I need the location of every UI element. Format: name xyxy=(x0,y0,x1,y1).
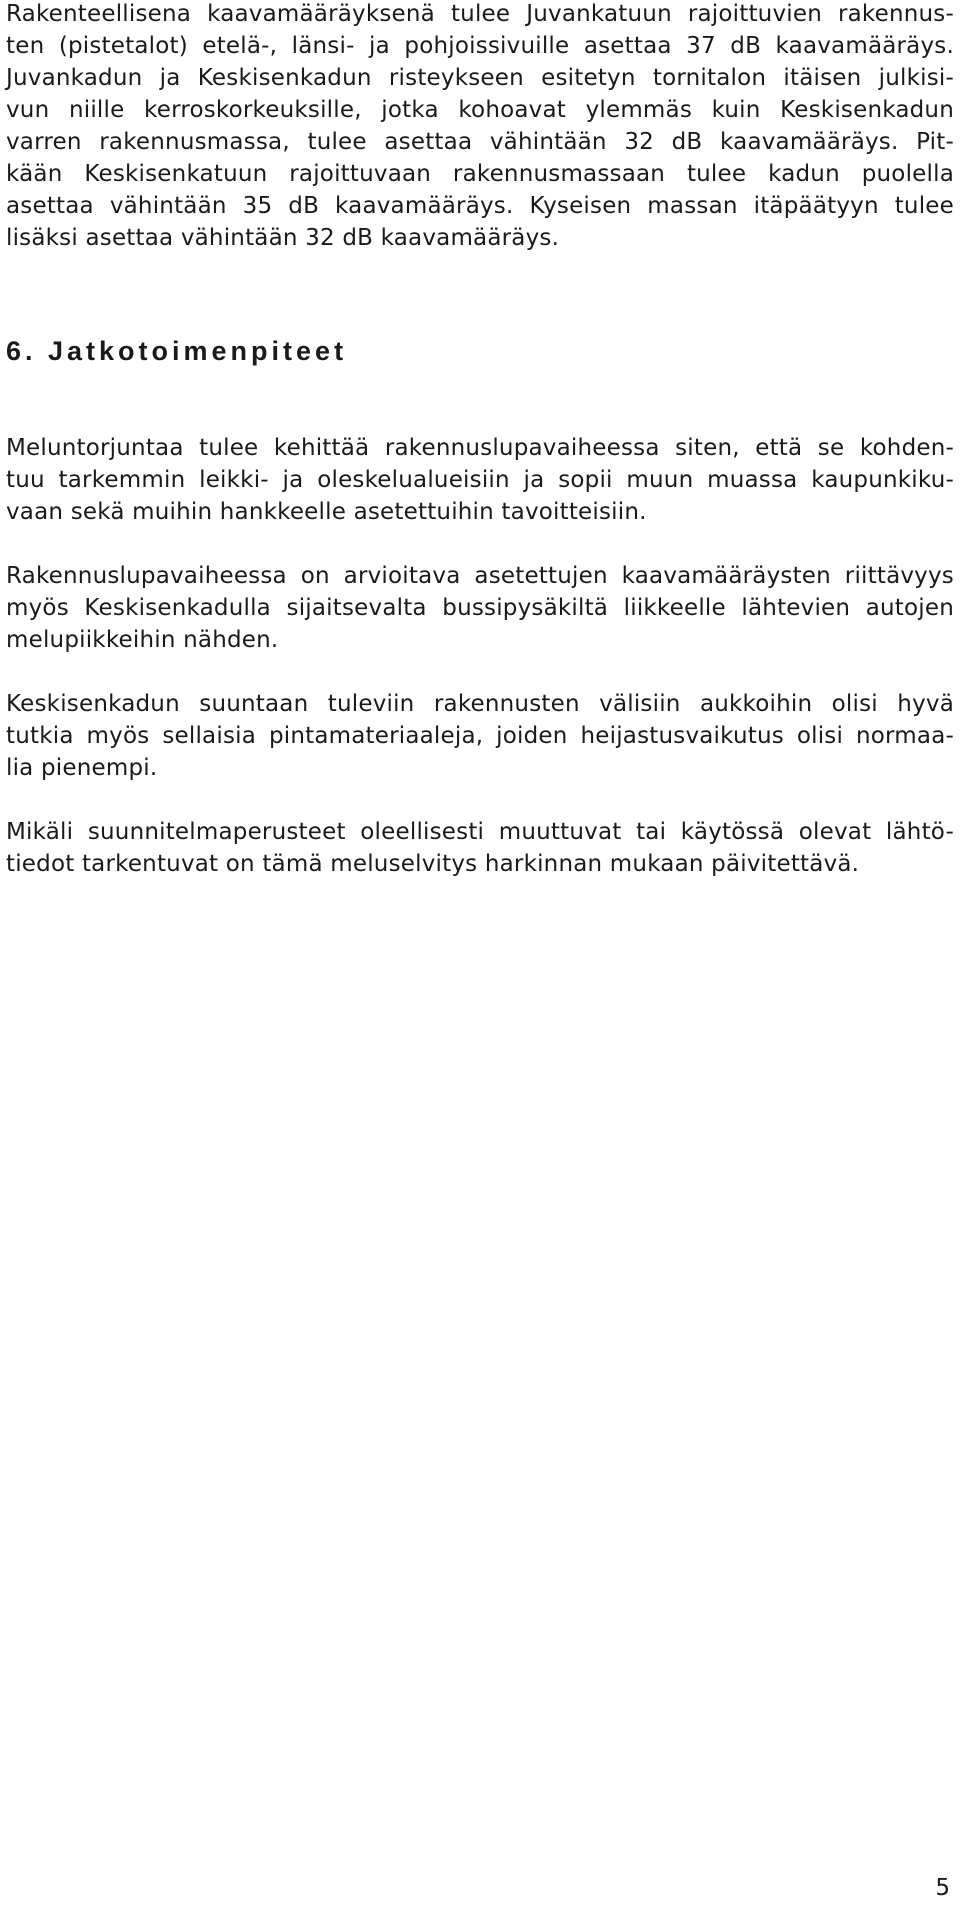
text-line: Rakennuslupavaiheessa on arvioitava asetettujen kaavamääräysten riittävyys xyxy=(6,563,954,589)
text-line: asettaa vähintään 35 dB kaavamääräys. Kyseisen massan itäpäätyyn tulee xyxy=(6,193,954,219)
section-heading: 6. Jatkotoimenpiteet xyxy=(6,336,348,366)
text-line: lisäksi asettaa vähintään 32 dB kaavamääräys. xyxy=(6,225,560,251)
text-line: tuu tarkemmin leikki- ja oleskelualueisiin ja sopii muun muassa kaupunkiku- xyxy=(6,467,954,493)
page-number: 5 xyxy=(935,1875,950,1901)
text-line: Meluntorjuntaa tulee kehittää rakennuslupavaiheessa siten, että se kohden- xyxy=(6,435,954,461)
text-line: Juvankadun ja Keskisenkadun risteykseen esitetyn tornitalon itäisen julkisi- xyxy=(6,65,954,91)
text-line: ten (pistetalot) etelä-, länsi- ja pohjoissivuille asettaa 37 dB kaavamääräys. xyxy=(6,33,954,59)
text-line: varren rakennusmassa, tulee asettaa vähintään 32 dB kaavamääräys. Pit- xyxy=(6,129,954,155)
text-line: melupiikkeihin nähden. xyxy=(6,627,279,653)
text-line: vaan sekä muihin hankkeelle asetettuihin tavoitteisiin. xyxy=(6,499,647,525)
text-line: Rakenteellisena kaavamääräyksenä tulee Juvankatuun rajoittuvien rakennus- xyxy=(6,1,954,27)
text-line: kään Keskisenkatuun rajoittuvaan rakennusmassaan tulee kadun puolella xyxy=(6,161,954,187)
text-line: Mikäli suunnitelmaperusteet oleellisesti muuttuvat tai käytössä olevat lähtö- xyxy=(6,819,954,845)
text-line: lia pienempi. xyxy=(6,755,158,781)
text-line: Keskisenkadun suuntaan tuleviin rakennusten välisiin aukkoihin olisi hyvä xyxy=(6,691,954,717)
text-line: myös Keskisenkadulla sijaitsevalta bussipysäkiltä liikkeelle lähtevien autojen xyxy=(6,595,954,621)
text-line: tutkia myös sellaisia pintamateriaaleja, joiden heijastusvaikutus olisi normaa- xyxy=(6,723,954,749)
text-line: tiedot tarkentuvat on tämä meluselvitys harkinnan mukaan päivitettävä. xyxy=(6,851,860,877)
text-line: vun niille kerroskorkeuksille, jotka kohoavat ylemmäs kuin Keskisenkadun xyxy=(6,97,954,123)
